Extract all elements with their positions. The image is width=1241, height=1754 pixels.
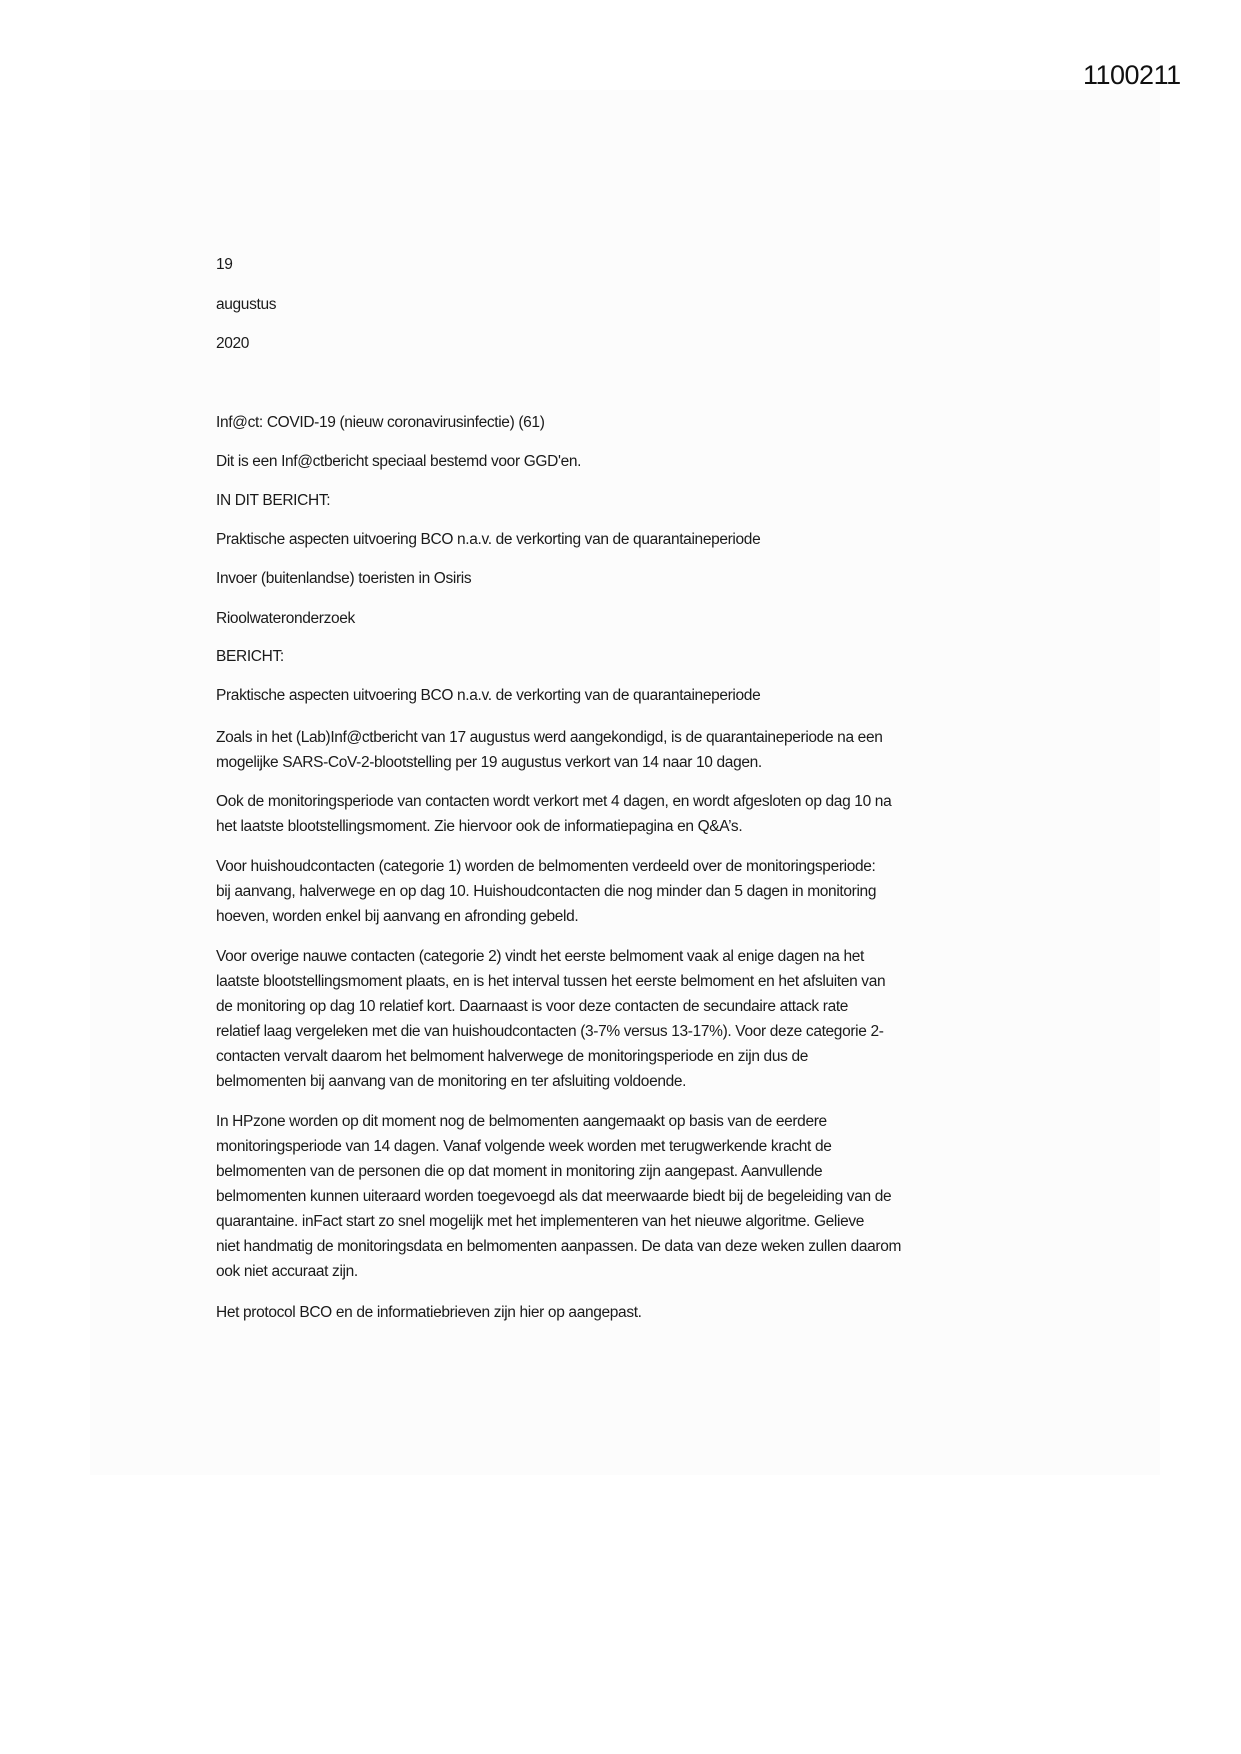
date-year: 2020 xyxy=(216,335,250,352)
paragraph-line: Voor huishoudcontacten (categorie 1) worden de belmomenten verdeeld over de monitoringsperiode: xyxy=(216,858,876,875)
section-title: Praktische aspecten uitvoering BCO n.a.v. de verkorting van de quarantaineperiode xyxy=(216,687,761,704)
paragraph-line: hoeven, worden enkel bij aanvang en afronding gebeld. xyxy=(216,908,579,925)
paragraph xyxy=(216,1300,642,1325)
toc-item: Invoer (buitenlandse) toeristen in Osiris xyxy=(216,570,472,587)
message-title: Inf@ct: COVID-19 (nieuw coronavirusinfectie) (61) xyxy=(216,414,545,431)
paragraph-line: de monitoring op dag 10 relatief kort. Daarnaast is voor deze contacten de secundaire attack rate xyxy=(216,998,849,1015)
paragraph-line: relatief laag vergeleken met die van huishoudcontacten (3-7% versus 13-17%). Voor deze categorie 2- xyxy=(216,1023,884,1040)
paragraph-line: Ook de monitoringsperiode van contacten wordt verkort met 4 dagen, en wordt afgesloten op dag 10 na xyxy=(216,793,892,810)
paragraph-line: laatste blootstellingsmoment plaats, en is het interval tussen het eerste belmoment en het afsluiten van xyxy=(216,973,886,990)
intro-text: Dit is een Inf@ctbericht speciaal bestemd voor GGD'en. xyxy=(216,453,582,470)
paragraph-line: mogelijke SARS-CoV-2-blootstelling per 19 augustus verkort van 14 naar 10 dagen. xyxy=(216,754,762,771)
paragraph-line: In HPzone worden op dit moment nog de belmomenten aangemaakt op basis van de eerdere xyxy=(216,1113,827,1130)
paragraph-line: quarantaine. inFact start zo snel mogelijk met het implementeren van het nieuwe algoritme. Gelieve xyxy=(216,1213,865,1230)
date-month: augustus xyxy=(216,296,277,313)
paragraph-line: ook niet accuraat zijn. xyxy=(216,1263,358,1280)
toc-item: Praktische aspecten uitvoering BCO n.a.v. de verkorting van de quarantaineperiode xyxy=(216,531,761,548)
date-day: 19 xyxy=(216,256,233,273)
toc-item: Rioolwateronderzoek xyxy=(216,610,355,627)
paragraph-line: monitoringsperiode van 14 dagen. Vanaf volgende week worden met terugwerkende kracht de xyxy=(216,1138,832,1155)
paragraph-line: belmomenten kunnen uiteraard worden toegevoegd als dat meerwaarde biedt bij de begeleiding van de xyxy=(216,1188,892,1205)
paragraph-line: het laatste blootstellingsmoment. Zie hiervoor ook de informatiepagina en Q&A’s. xyxy=(216,818,743,835)
paragraph-line: belmomenten bij aanvang van de monitoring en ter afsluiting voldoende. xyxy=(216,1073,687,1090)
message-heading: BERICHT: xyxy=(216,648,284,665)
paragraph-line: Het protocol BCO en de informatiebrieven zijn hier op aangepast. xyxy=(216,1304,642,1321)
paragraph-line: bij aanvang, halverwege en op dag 10. Huishoudcontacten die nog minder dan 5 dagen in monitoring xyxy=(216,883,877,900)
paragraph-line: niet handmatig de monitoringsdata en belmomenten aanpassen. De data van deze weken zullen daarom xyxy=(216,1238,902,1255)
paragraph xyxy=(216,725,883,775)
paragraph xyxy=(216,1109,901,1284)
document-number: 1100211 xyxy=(1083,60,1181,90)
paragraph xyxy=(216,789,891,839)
paragraph-line: belmomenten van de personen die op dat moment in monitoring zijn aangepast. Aanvullende xyxy=(216,1163,823,1180)
paragraph-line: contacten vervalt daarom het belmoment halverwege de monitoringsperiode en zijn dus de xyxy=(216,1048,808,1065)
paragraph xyxy=(216,854,876,929)
toc-heading: IN DIT BERICHT: xyxy=(216,492,331,509)
paragraph xyxy=(216,944,885,1094)
paragraph-line: Zoals in het (Lab)Inf@ctbericht van 17 augustus werd aangekondigd, is de quarantaineperiode na een xyxy=(216,729,883,746)
paragraph-line: Voor overige nauwe contacten (categorie 2) vindt het eerste belmoment vaak al enige dagen na het xyxy=(216,948,864,965)
